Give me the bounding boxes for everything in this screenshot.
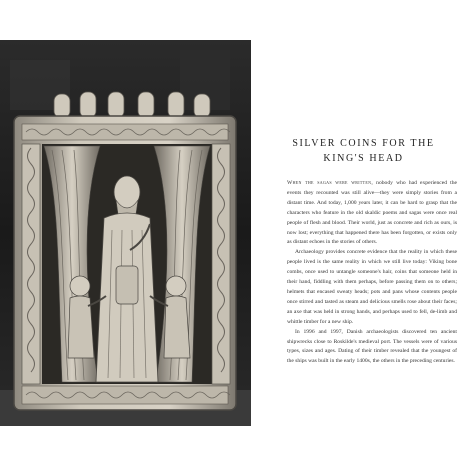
chapter-title-line-2: KING'S HEAD — [323, 153, 404, 164]
paragraph-1 — [287, 179, 457, 248]
ivory-carving-photo — [0, 40, 251, 426]
paragraph-1-text: nobody who had experienced the events they recounted was still alive—they were simply stories from a distant time. And today, 1,000 years later, it can be hard to grasp that the characters who feature in the old skaldic poems and sagas were once real people of flesh and blood. Their world, just as concrete and rich as ours, is now lost; everything that happened there has been forgotten, or exists only as distant echoes in the stories of others. — [287, 180, 458, 246]
ivory-carving-illustration — [0, 40, 251, 426]
lead-in: When the sagas were written, — [287, 180, 374, 186]
paragraph-3: In 1996 and 1997, Danish archaeologists discovered ten ancient shipwrecks close to Roskilde's medieval port. The vessels were of various types, sizes and ages. Dating of their timber revealed that the youngest of the ships was built in the early 1400s, the others in the preceding centuries. — [287, 328, 457, 365]
chapter-title — [263, 136, 464, 166]
body-text — [287, 179, 457, 367]
chapter-title-line-1: SILVER COINS FOR THE — [292, 138, 435, 149]
paragraph-2: Archaeology provides concrete evidence that the reality in which these people lived is the same reality in which we still live today: Viking bone combs, once used to untangle someone's hair, coins that someone held in their hand, fiddling with them perhaps, before passing them on to others; helmets that encased sweaty heads; pots and pans whose contents people once stirred and tasted as steam and delicious smells rose about their faces; an axe that was held in strong hands, and perhaps used to fell, de-limb and whittle timber for a new ship. — [287, 249, 457, 325]
